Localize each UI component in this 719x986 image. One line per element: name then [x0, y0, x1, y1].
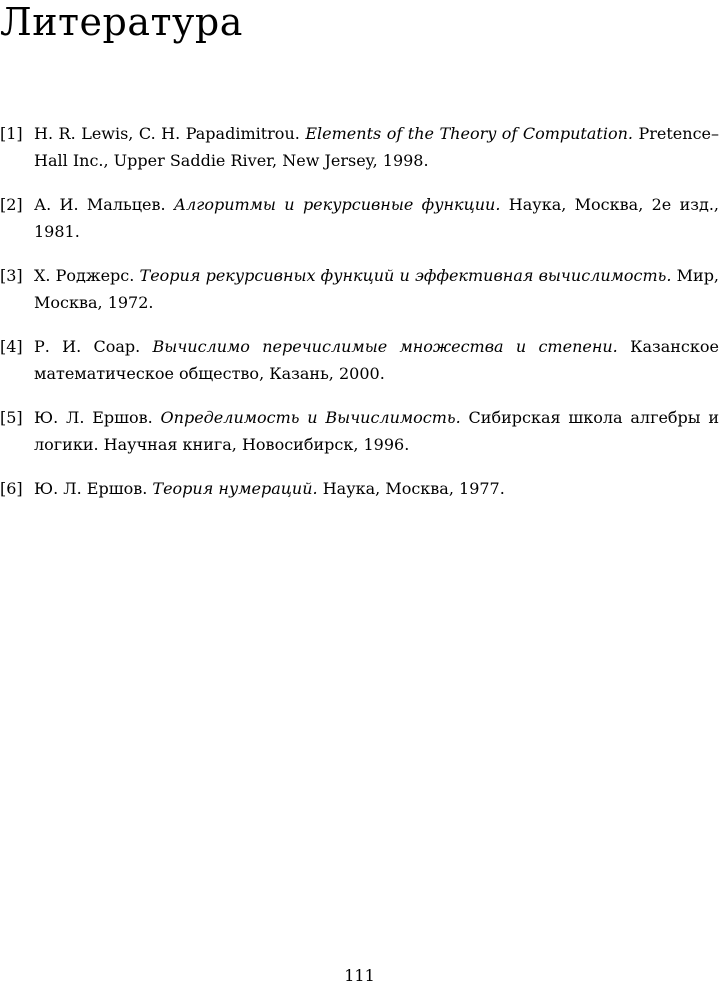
bibliography-entry [0, 262, 719, 316]
reference-details: Казанское математическое общество, Казань, 2000. [34, 337, 719, 383]
reference-title: Определимость и Вычислимость. [160, 408, 461, 427]
reference-number: [3] [0, 266, 23, 285]
reference-number: [1] [0, 124, 23, 143]
reference-title: Вычислимо перечислимые множества и степени. [152, 337, 618, 356]
reference-details: Pretence–Hall Inc., Upper Saddie River, New Jersey, 1998. [34, 124, 719, 170]
reference-details: Наука, Москва, 1977. [322, 479, 505, 498]
bibliography-entry [0, 404, 719, 458]
reference-authors: Ю. Л. Ершов. [34, 408, 153, 427]
reference-details: Наука, Москва, 2е изд., 1981. [34, 195, 719, 241]
reference-number: [5] [0, 408, 23, 427]
reference-title: Теория нумераций. [152, 479, 318, 498]
page-title: Литература [0, 0, 243, 44]
bibliography-list [0, 120, 719, 519]
reference-details: Мир, Москва, 1972. [34, 266, 719, 312]
reference-title: Алгоритмы и рекурсивные функции. [173, 195, 501, 214]
page-number: 111 [344, 966, 375, 985]
bibliography-entry [0, 120, 719, 174]
bibliography-entry [0, 333, 719, 387]
bibliography-entry [0, 191, 719, 245]
reference-title: Elements of the Theory of Computation. [305, 124, 633, 143]
reference-authors: Ю. Л. Ершов. [34, 479, 148, 498]
reference-title: Теория рекурсивных функций и эффективная вычислимость. [139, 266, 672, 285]
bibliography-entry [0, 475, 719, 502]
reference-details: Сибирская школа алгебры и логики. Научная книга, Новосибирск, 1996. [34, 408, 719, 454]
reference-number: [6] [0, 479, 23, 498]
reference-number: [2] [0, 195, 23, 214]
reference-authors: Р. И. Соар. [34, 337, 141, 356]
reference-authors: Х. Роджерс. [34, 266, 135, 285]
reference-number: [4] [0, 337, 23, 356]
reference-authors: H. R. Lewis, C. H. Papadimitrou. [34, 124, 300, 143]
reference-authors: А. И. Мальцев. [34, 195, 166, 214]
